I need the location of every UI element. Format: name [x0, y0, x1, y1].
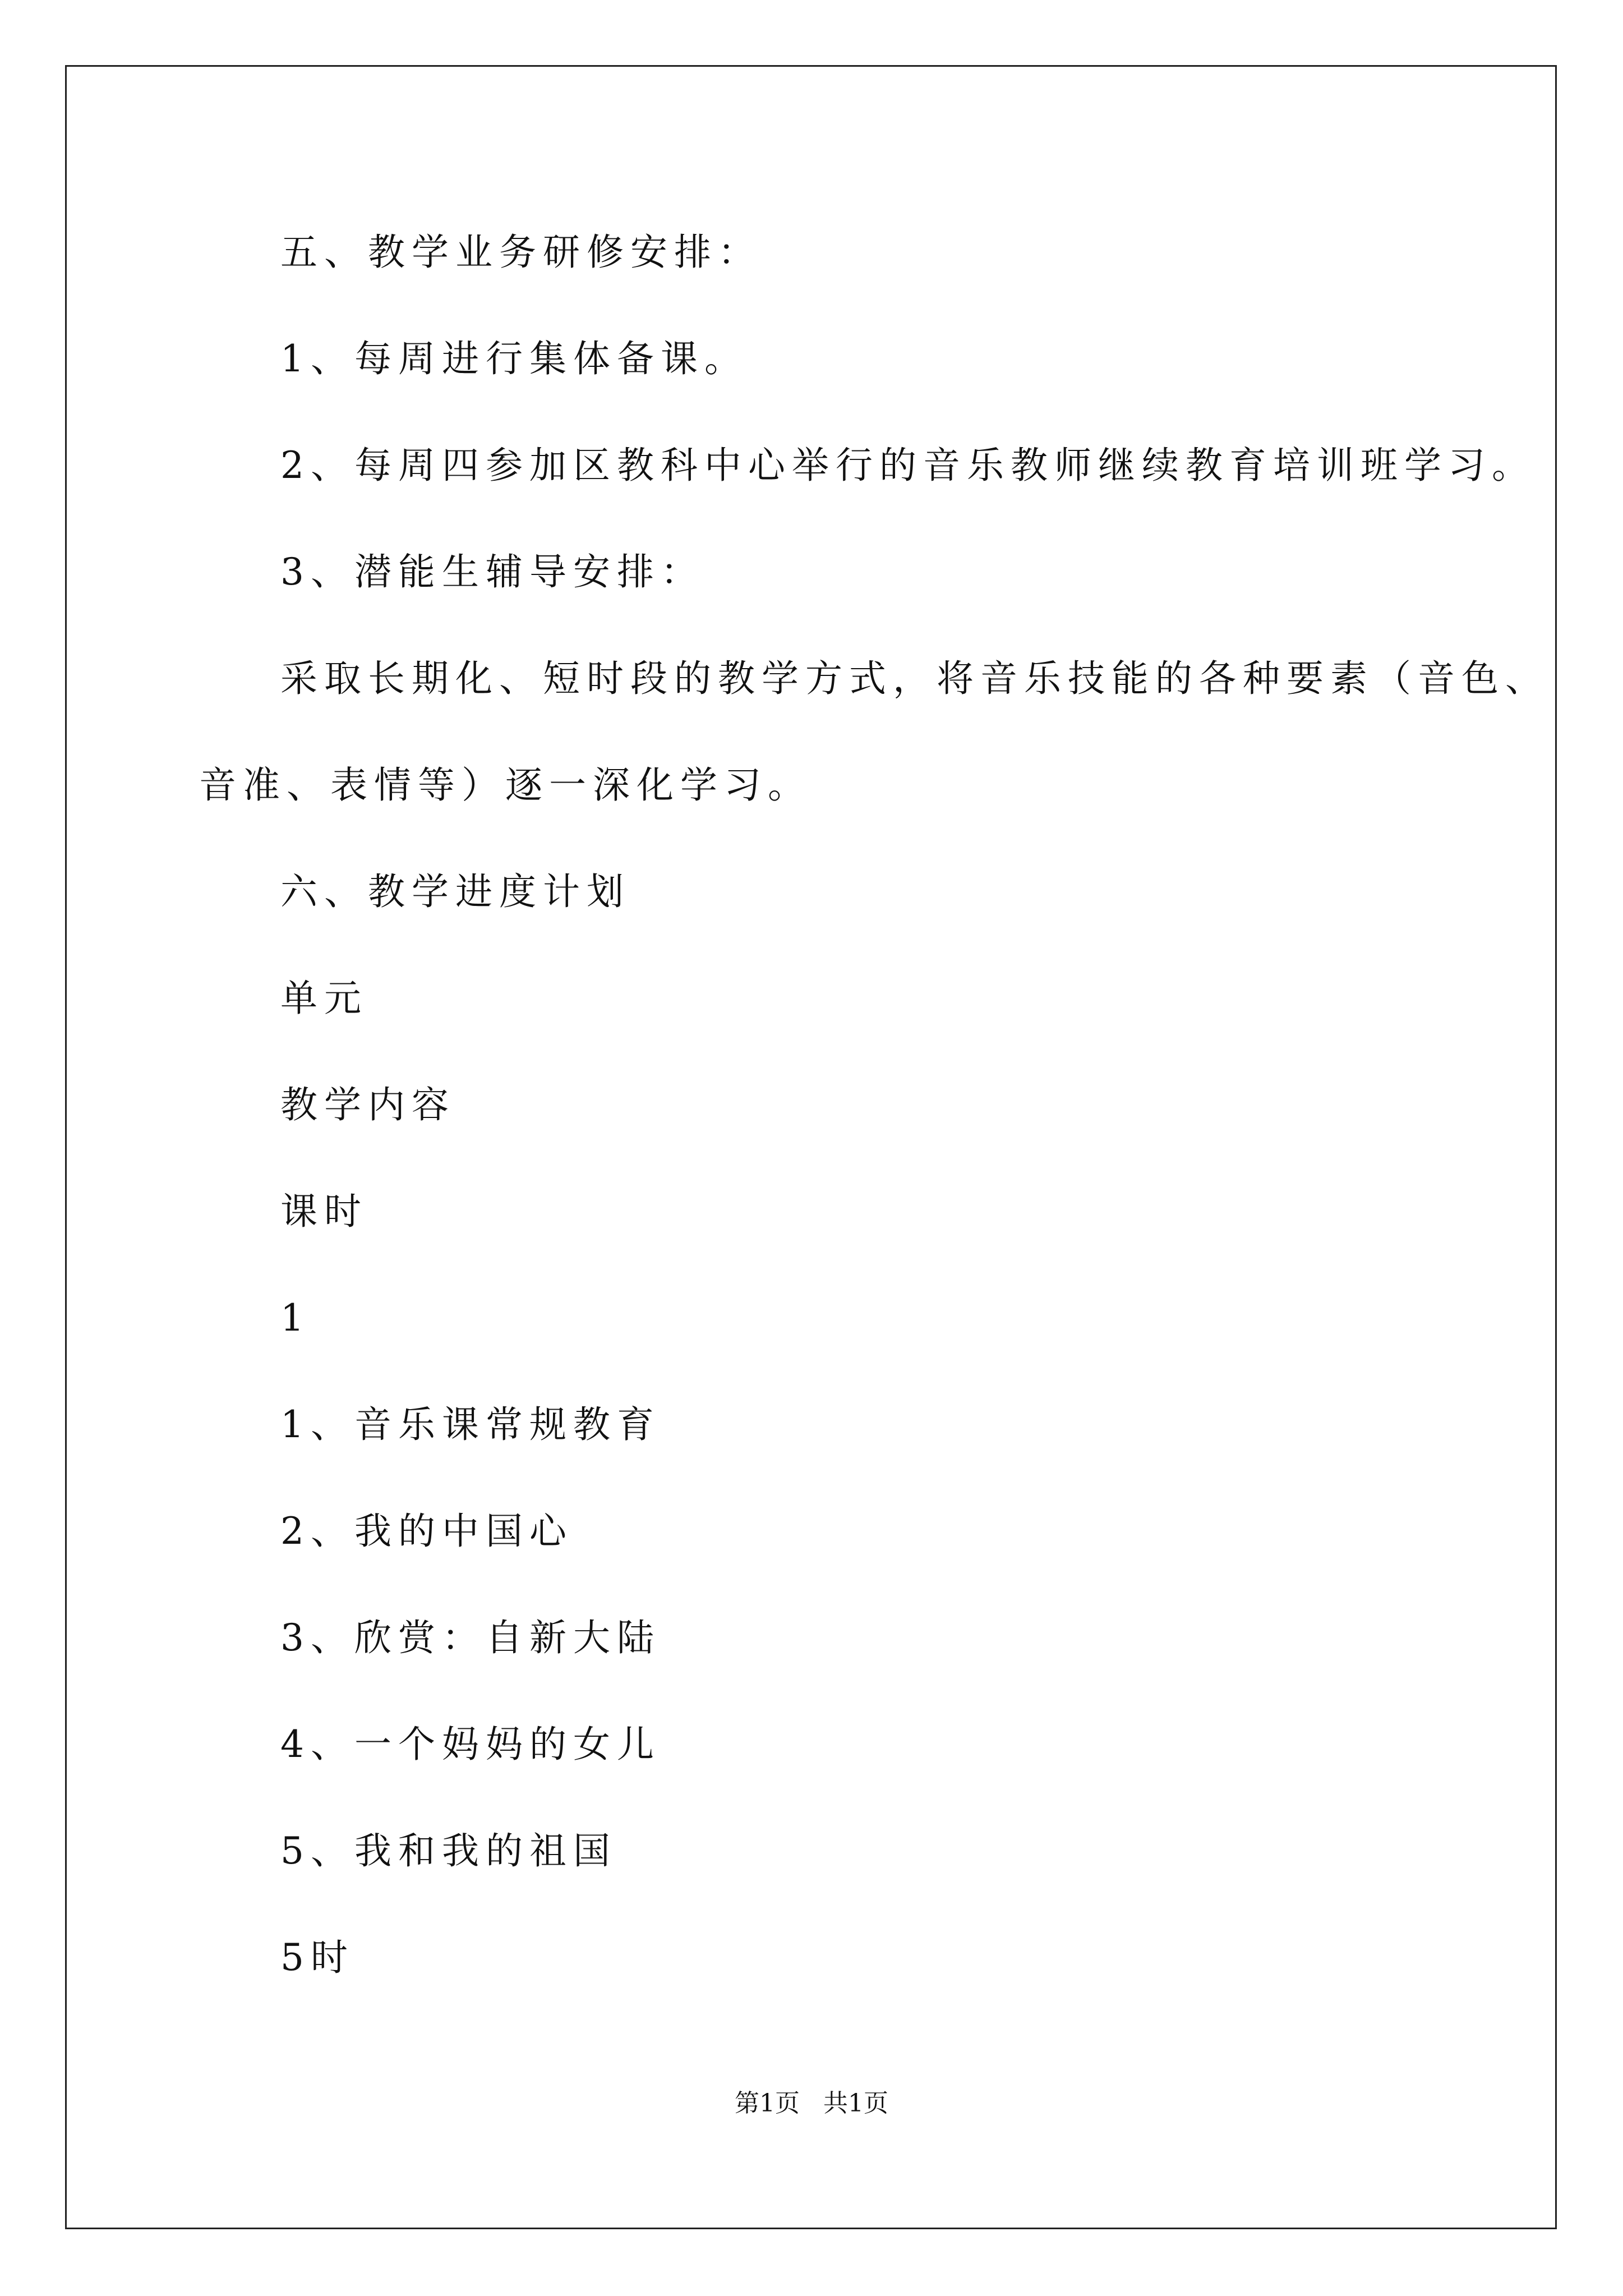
- list-item: 3、欣赏：自新大陆: [280, 1616, 661, 1659]
- table-header-hours: 课时: [280, 1190, 368, 1233]
- paragraph-line: 3、潜能生辅导安排：: [280, 550, 704, 593]
- paragraph-line: 采取长期化、短时段的教学方式，将音乐技能的各种要素（音色、: [280, 657, 1549, 700]
- table-header-unit: 单元: [280, 977, 368, 1020]
- list-item: 2、我的中国心: [280, 1510, 573, 1553]
- list-item: 5、我和我的祖国: [280, 1829, 617, 1872]
- section-heading-6: 六、教学进度计划: [280, 870, 630, 913]
- list-item: 4、一个妈妈的女儿: [280, 1723, 661, 1766]
- paragraph-line: 2、每周四参加区教科中心举行的音乐教师继续教育培训班学习。: [280, 444, 1536, 487]
- table-header-content: 教学内容: [280, 1083, 455, 1126]
- hours-value: 5时: [280, 1936, 354, 1979]
- section-heading-5: 五、教学业务研修安排：: [280, 231, 762, 274]
- paragraph-line-continuation: 音准、表情等）逐一深化学习。: [199, 763, 811, 807]
- list-item: 1、音乐课常规教育: [280, 1403, 661, 1446]
- page-footer: 第1页 共1页: [735, 2089, 888, 2118]
- paragraph-line: 1、每周进行集体备课。: [280, 337, 748, 380]
- page-border: [65, 65, 1557, 2229]
- unit-number: 1: [280, 1296, 311, 1340]
